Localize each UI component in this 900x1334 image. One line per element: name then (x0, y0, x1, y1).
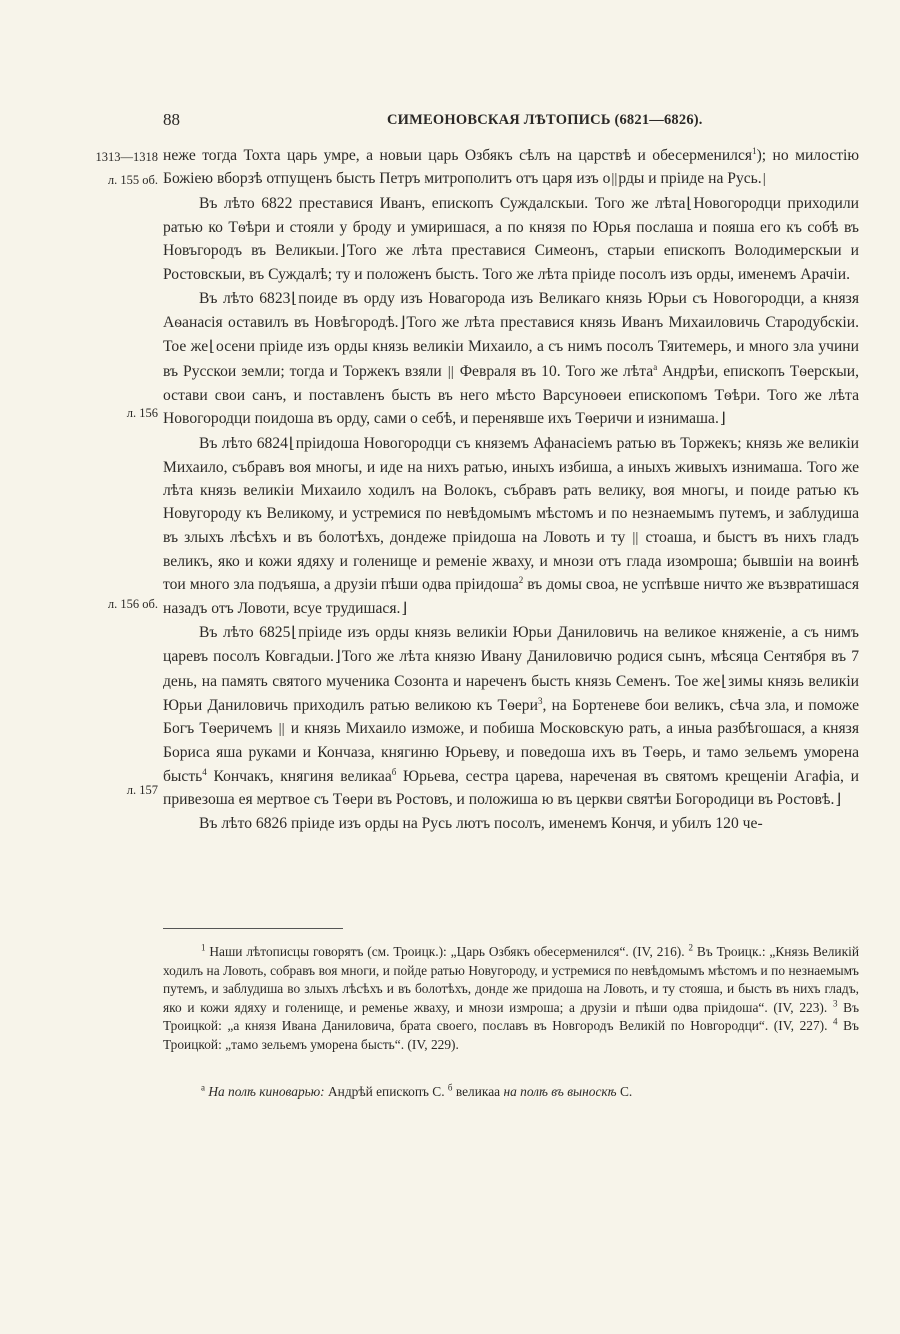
footnote-marker: а (201, 1082, 205, 1093)
text-run: рды и пріиде на Русь. (618, 170, 762, 188)
text-run: Андрѣи, епископъ Тѳерскыи, остави свои санъ, и поставленъ бысть въ него мѣсто Варсуноѳеи епископомъ Тѳѣри. Того же лѣта Новогородци поидоша въ орду, сами о себѣ, и перенявше ихъ Тѳеричи и изнимаша. (163, 362, 860, 428)
variant-notes (163, 1083, 859, 1102)
text-run: Въ Троицк.: „Князь Великій ходилъ на Ловоть, собравъ воя многи, и пойде ратью Новугороду, и устремися по невѣдомымъ мѣстомъ и по незнаемымъ путемъ, и заблудиша во злыхъ лѣсѣхъ и въ болотѣхъ, донде же придоша на Ловоть, и ту стояша, и бысть въ нихъ гладъ, яко и кожи ядяху и голенище, и ременье жваху, и мнози измроша; а друзіи и пѣши одва пріидоша“. (IV, 223). (163, 944, 859, 1015)
footnote-marker: 3 (832, 998, 838, 1009)
margin-note-folio: л. 156 (126, 406, 158, 420)
text-run: неже тогда Тохта царь умре, а новыи царь Озбякъ сѣлъ на царствѣ и обесерменился (163, 147, 753, 164)
text-run: Того же лѣта преставися князь Иванъ Михаиловичь Стародубскіи. Тое же (163, 314, 859, 356)
margin-note-folio: л. 155 об. (107, 173, 158, 187)
footnote-marker: б (391, 766, 397, 777)
folio-mark: ⌊ (686, 195, 693, 212)
footnote-marker: 1 (752, 145, 757, 156)
page-header (163, 110, 859, 136)
folio-mark: || (632, 529, 639, 546)
text-run: и князь Михаило изможе, и побиша Московскую рать, а иныа разбѣгошася, а князя Бориса яша руками и Кончаза, княгиню Юрьеву, и поведоша ихъ въ Тѳерь, и тамо зельемъ уморена бысть (163, 720, 859, 785)
page-number: 88 (163, 110, 180, 129)
folio-mark: ⌊ (291, 624, 298, 641)
paragraph (163, 192, 859, 287)
folio-mark: ⌋ (399, 315, 406, 332)
text-run: Новогородци приходили ратью ко Тѳѣри и стояли у броду и умиришася, а по князя по Юрья послаша и пояша его къ собѣ въ Новъгородъ въ Великыи. (163, 194, 859, 260)
text-run: Въ лѣто 6822 преставися Иванъ, епископъ Суждалскыи. Того же лѣта (199, 194, 686, 212)
footnote-marker: 2 (688, 942, 693, 953)
text-run: Въ лѣто 6826 пріиде изъ орды на Русь лютъ посолъ, именемъ Кончя, и убилъ 120 че- (199, 815, 763, 833)
folio-mark: ⌊ (721, 673, 728, 690)
folio-mark: ⌊ (288, 435, 295, 452)
footnote-marker: 4 (833, 1016, 838, 1027)
text-run: Наши лѣтописцы говорятъ (см. Троицк.): „Царь Озбякъ обесерменился“. (IV, 216). (205, 944, 689, 959)
text-run: въ домы своа, не успѣвше ничто же възвратишася назадъ отъ Ловоти, всуе трудишася. (163, 576, 860, 617)
text-run: ); но милостію Божіею вборзѣ отпущенъ бысть Петръ митрополитъ отъ царя изъ о (163, 147, 859, 188)
paragraph (163, 144, 859, 192)
paragraph (163, 812, 859, 835)
folio-mark: ⌋ (835, 792, 842, 809)
italic-text: На полѣ киноварью: (205, 1084, 325, 1099)
text-run: Въ лѣто 6824 (199, 434, 288, 452)
footnote-marker: а (653, 361, 658, 372)
text-run: Февраля въ 10. Того же лѣта (454, 362, 654, 380)
footnotes (163, 943, 859, 1054)
text-run: осени пріиде изъ орды князь великіи Михаило, а съ нимъ посолъ Тяитемерь, и много зла учини въ Русскои земли; тогда и Торжекъ взяли (163, 338, 859, 380)
text-run: Юрьева, сестра царева, нареченая въ святомъ крещеніи Агафіа, и привезоша ея мертвое съ Тѳери въ Ростовъ, и положиша ю въ церкви святѣи Богородици въ Ростовѣ. (163, 767, 859, 809)
text-run: Андрѣй епископъ С. (324, 1084, 448, 1099)
margin-note-years: 1313—1318 (95, 150, 158, 164)
footnote-marker: 4 (202, 766, 207, 777)
text-run: Того же лѣта преставися Симеонъ, старыи епископъ Володимерскыи и Ростовскыи, въ Суждалѣ; ту и положенъ бысть. Того же лѣта пріиде посолъ изъ орды, именемъ Арачіи. (163, 242, 859, 284)
text-run: Кончакъ, княгиня великаа (206, 767, 392, 785)
folio-mark: ⌊ (291, 290, 298, 307)
footnote-marker: 2 (518, 575, 524, 586)
paragraph (163, 621, 859, 812)
running-title: СИМЕОНОВСКАЯ ЛѢТОПИСЬ (6821—6826). (387, 112, 703, 128)
folio-mark: | (762, 171, 766, 188)
italic-text: на полѣ въ выноскѣ (503, 1084, 617, 1099)
folio-mark: ⌋ (719, 411, 726, 428)
text-run: поиде въ орду изъ Новагорода изъ Великаго князь Юрьи съ Новогородци, а князя Аѳанасія оставилъ въ Новѣгородѣ. (163, 289, 860, 332)
footnote-marker: 1 (201, 942, 206, 953)
text-run: великаа (452, 1084, 504, 1099)
folio-mark: || (447, 363, 454, 380)
folio-mark: ⌋ (401, 600, 408, 617)
folio-mark: ⌋ (339, 243, 346, 260)
folio-mark: ⌋ (334, 649, 341, 666)
folio-mark: || (278, 721, 285, 738)
folio-mark: || (611, 171, 618, 188)
text-run: Въ лѣто 6823 (199, 289, 291, 307)
text-run: пріидоша Новогородци съ княземъ Афанасіемъ ратью въ Торжекъ; князь же великіи Михаило, събравъ воя многы, и иде на нихъ ратью, иныхъ избиша, а иныхъ живыхъ изнимаша. Того же лѣта князь великіи Михаило ходилъ на Волокъ, събравъ рать велику, воя многы, и поиде ратью къ Новугороду къ Великому, и устремися по невѣдомымъ мѣстомъ и по незнаемымъ путемъ, и заблудиша въ злыхъ лѣсѣхъ и въ болотѣхъ, дондеже пріидоша на Ловоть и ту (163, 434, 859, 546)
text-run: зимы князь великіи Юрьи Даниловичь приходилъ ратью великою къ Тѳери (163, 672, 859, 714)
text-run: Въ Троицкой: „а князя Ивана Даниловича, брата своего, пославъ въ Новгородъ Великій по Новгородци“. (IV, 227). (163, 999, 859, 1033)
text-run: стоаша, и быстъ въ нихъ гладъ великъ, яко и кожи ядяху и голенище и ременіе жваху, и мнози отъ глада изомроша; бывшіи на воинѣ тои много зла подъяша, а друзіи пѣши одва пріидоша (163, 528, 859, 594)
folio-mark: ⌊ (209, 339, 216, 356)
paragraph (163, 432, 859, 621)
footnote-divider (163, 928, 343, 929)
chronicle-text (163, 144, 859, 836)
text-run: Въ Троицкой: „тамо зельемъ уморена бысть“. (IV, 229). (163, 1018, 859, 1052)
margin-note-folio: л. 156 об. (107, 597, 158, 611)
footnote-marker: б (447, 1082, 453, 1093)
text-run: Того же лѣта князю Ивану Даниловичю родися сынъ, мѣсяца Сентября въ 7 день, на память святого мученика Созонта и нареченъ бысть князь Семенъ. Тое же (163, 648, 859, 690)
text-run: С. (616, 1084, 633, 1099)
margin-note-folio: л. 157 (126, 783, 158, 797)
paragraph (163, 287, 859, 432)
text-run: пріиде изъ орды князь великіи Юрьи Даниловичь на великое княженіе, а съ нимъ царевъ посолъ Ковгадыи. (163, 623, 859, 666)
footnote-marker: 3 (537, 695, 543, 706)
text-run: Въ лѣто 6825 (199, 623, 291, 641)
text-run: , на Бортеневе бои великъ, сѣча зла, и поможе Богъ Тѳеричемъ (163, 696, 859, 738)
